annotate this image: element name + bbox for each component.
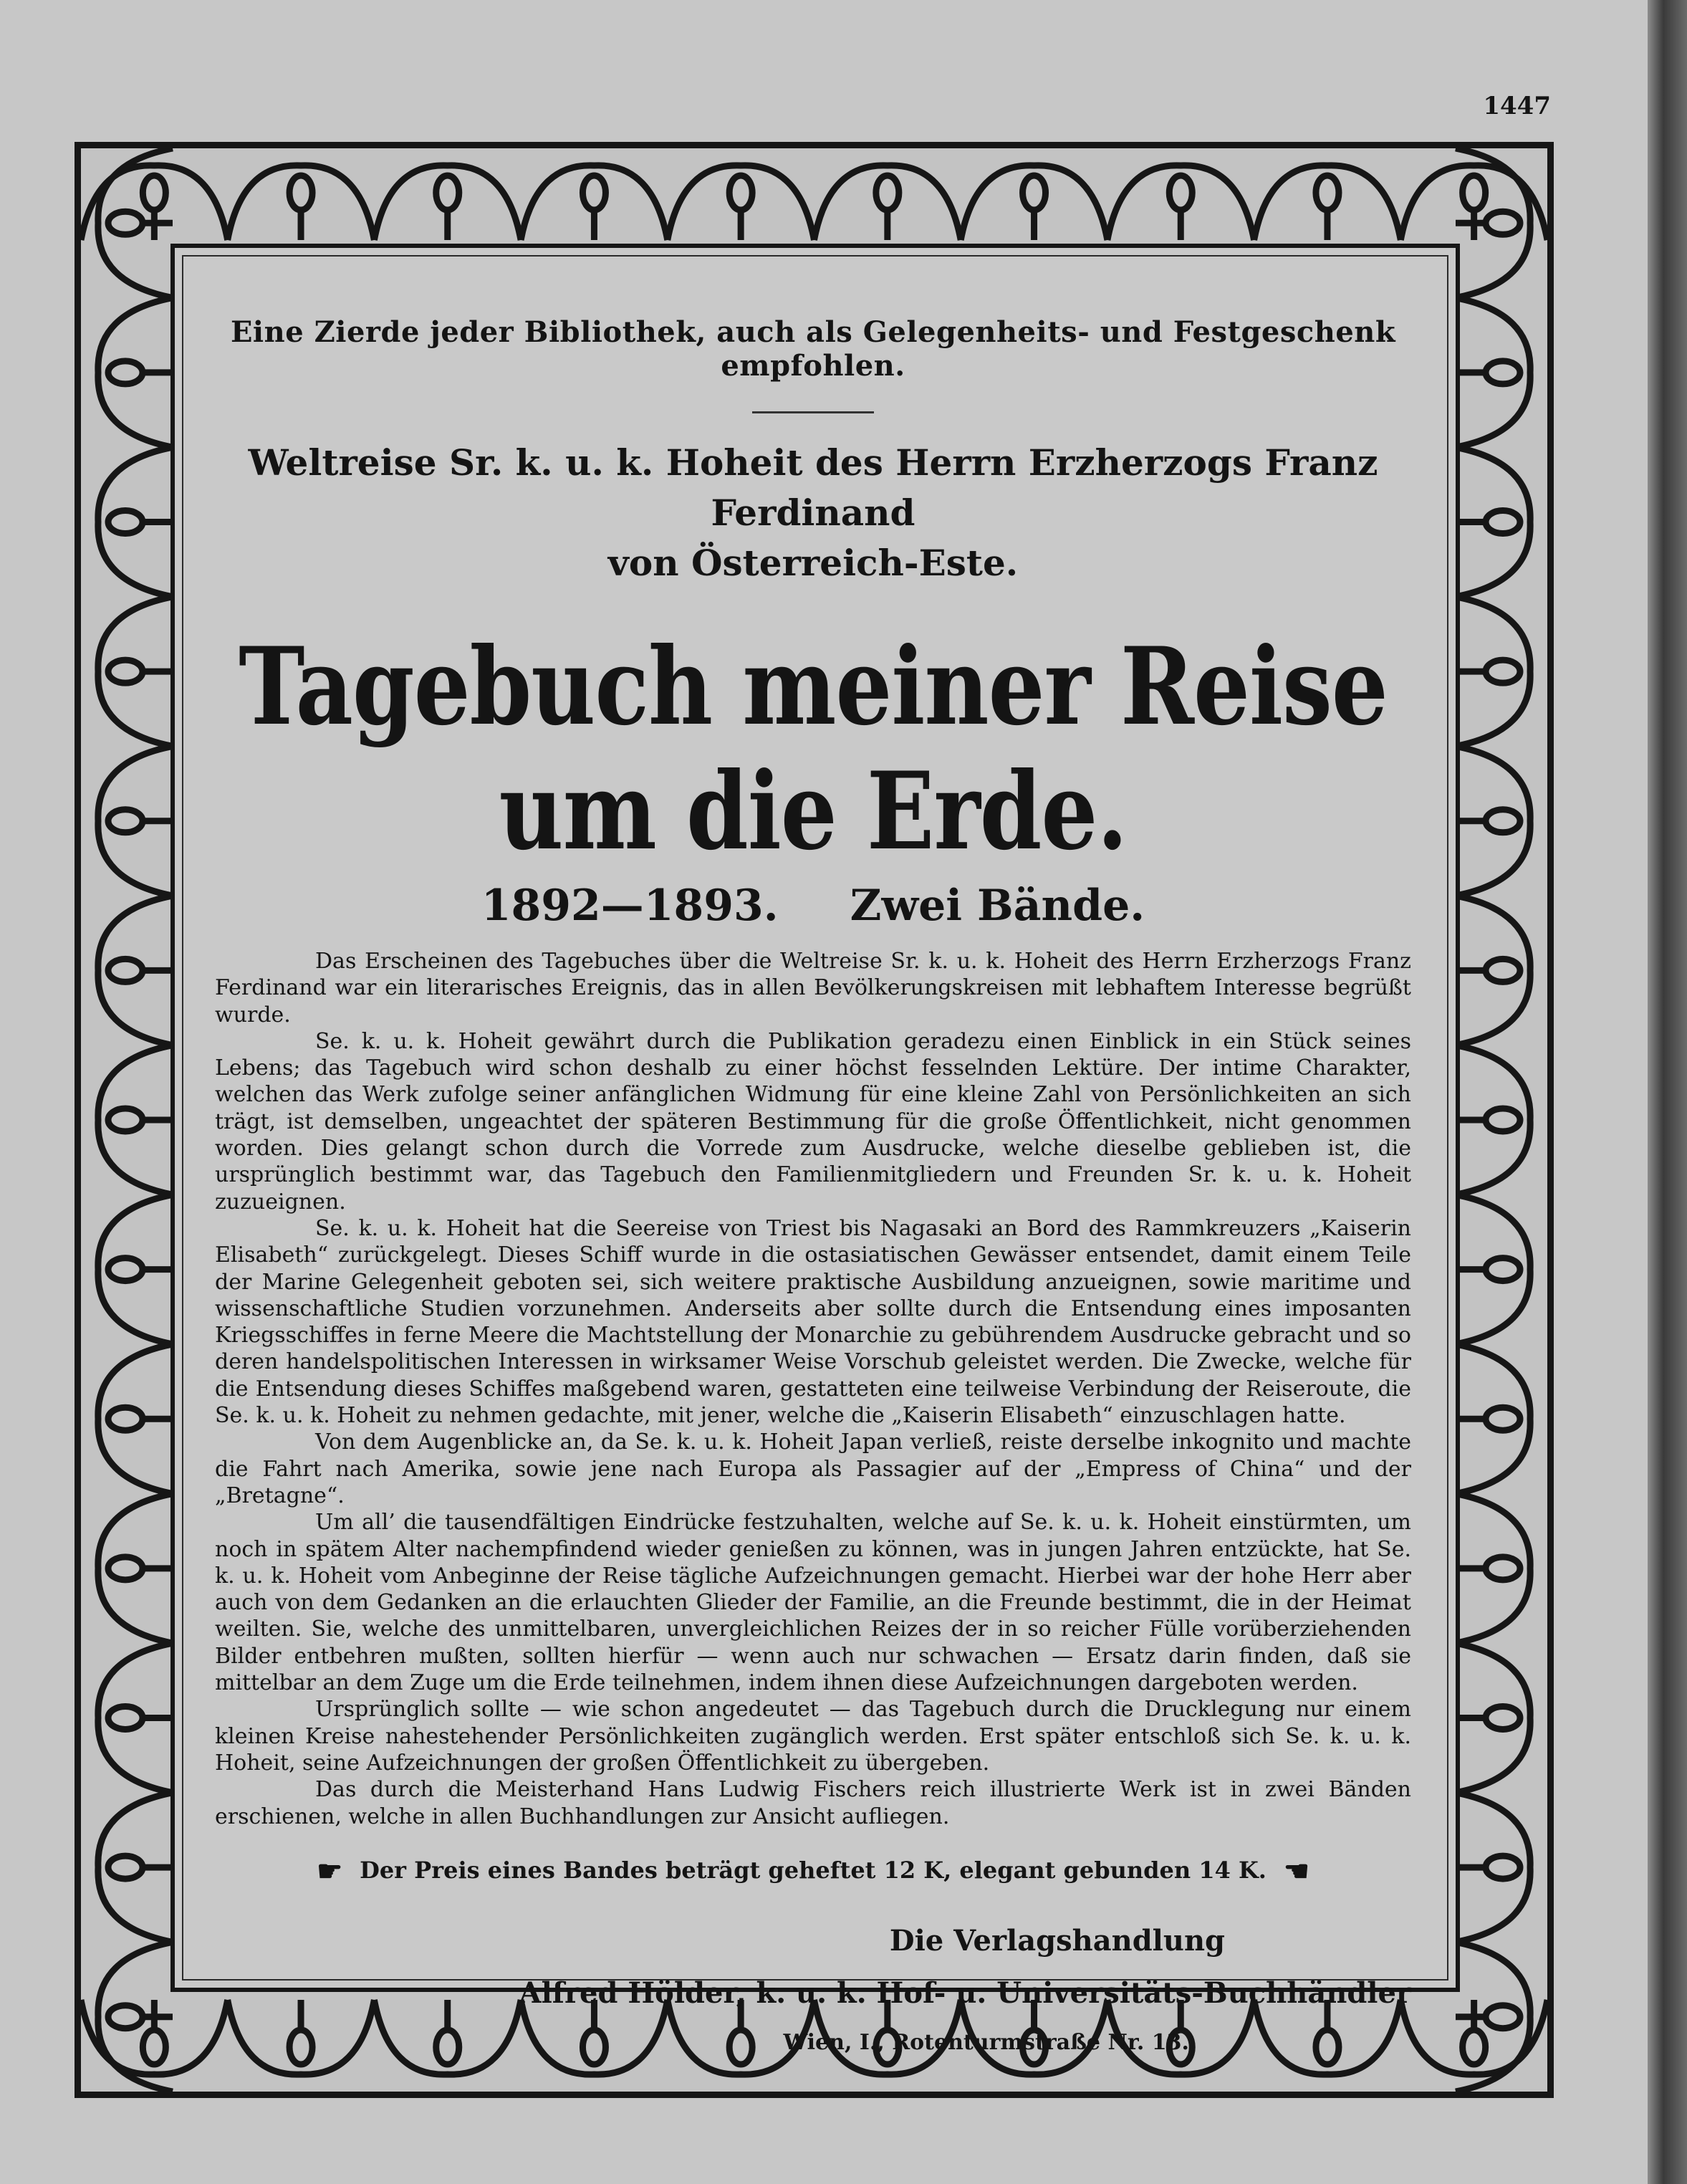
border-motif — [729, 176, 752, 210]
border-motif — [1463, 2030, 1486, 2064]
border-motif — [1486, 959, 1520, 982]
subtitle-line-1: Weltreise Sr. k. u. k. Hoheit des Herrn Erzherzogs Franz Ferdinand — [248, 441, 1378, 534]
border-motif — [1169, 176, 1192, 210]
price-line — [215, 1854, 1411, 1888]
border-motif — [1486, 810, 1520, 833]
border-motif — [436, 176, 459, 210]
paragraph: Se. k. u. k. Hoheit gewährt durch die Publikation geradezu einen Einblick in ein Stück seines Lebens; das Tagebuch wird schon deshalb zu einer höchst fesselnden Lektüre. Der intime Charakter, welchen das Werk zufolge seiner anfänglichen Widmung für eine kleine Zahl von Persönlichkeiten an sich trägt, ist demselben, ungeachtet der späteren Bestimmung für die große Öffentlichkeit, nicht genommen worden. Dies gelangt schon durch die Vorrede zum Ausdrucke, welche dieselbe geblieben ist, die ursprünglich bestimmt war, das Tagebuch den Familienmitgliedern und Freunden Sr. k. u. k. Hoheit zuzueignen. — [215, 1028, 1411, 1215]
price-text: Der Preis eines Bandes beträgt geheftet 12 K, elegant gebunden 14 K. — [360, 1856, 1267, 1884]
border-motif — [1463, 176, 1486, 210]
border-motif — [1486, 2006, 1520, 2029]
border-motif — [108, 511, 143, 534]
headline: Eine Zierde jeder Bibliothek, auch als Gelegenheits- und Festgeschenk empfohlen. — [230, 315, 1396, 383]
border-motif — [1486, 1258, 1520, 1281]
border-motif — [876, 176, 899, 210]
border-motif — [1486, 1706, 1520, 1729]
border-motif — [108, 2006, 143, 2029]
paragraph: Von dem Augenblicke an, da Se. k. u. k. Hoheit Japan verließ, reiste derselbe inkognito und machte die Fahrt nach Amerika, sowie jene nach Europa als Passagier auf der „Empress of China“ und der „Bretagne“. — [215, 1429, 1411, 1508]
border-motif — [143, 176, 165, 210]
border-motif — [1486, 1108, 1520, 1131]
border-motif — [1486, 1407, 1520, 1430]
advertisement-content — [215, 315, 1411, 2055]
body-text — [215, 948, 1411, 1830]
page-number: 1447 — [1483, 92, 1551, 120]
border-motif — [1486, 211, 1520, 234]
pointing-hand-right-icon: ☛ — [317, 1854, 343, 1888]
border-motif — [1486, 1557, 1520, 1580]
border-motif — [108, 1706, 143, 1729]
subtitle-line-2: von Österreich-Este. — [607, 542, 1019, 584]
border-motif — [143, 2030, 165, 2064]
border-motif — [108, 1108, 143, 1131]
border-motif — [108, 211, 143, 234]
edition-info — [215, 881, 1411, 931]
paragraph: Das Erscheinen des Tagebuches über die Weltreise Sr. k. u. k. Hoheit des Herrn Erzherzogs Franz Ferdinand war ein literarisches Ereignis, das in allen Bevölkerungskreisen mit lebhaftem Interesse begrüßt wurde. — [215, 949, 1411, 1028]
pointing-hand-left-icon: ☚ — [1283, 1854, 1309, 1888]
border-motif — [289, 176, 312, 210]
publisher-address: Wien, I., Rotenturmstraße Nr. 13. — [783, 2029, 1189, 2055]
border-motif — [582, 176, 605, 210]
paragraph: Das durch die Meisterhand Hans Ludwig Fischers reich illustrierte Werk ist in zwei Bänden erschienen, welche in allen Buchhandlungen zur Ansicht aufliegen. — [215, 1777, 1411, 1829]
publisher-heading: Die Verlagshandlung — [889, 1923, 1225, 1958]
border-motif — [108, 1258, 143, 1281]
border-motif — [1316, 176, 1339, 210]
page-edge — [1648, 0, 1687, 2184]
years: 1892—1893. — [481, 881, 779, 931]
divider — [752, 411, 874, 413]
publisher-name: Alfred Hölder, k. u. k. Hof- u. Universitäts-Buchhändler — [519, 1975, 1411, 2010]
border-motif — [1023, 176, 1046, 210]
border-motif — [108, 660, 143, 683]
border-motif — [108, 1856, 143, 1879]
border-motif — [108, 810, 143, 833]
paragraph: Ursprünglich sollte — wie schon angedeutet — das Tagebuch durch die Drucklegung nur einem kleinen Kreise nahestehender Persönlichkeiten zugänglich werden. Erst später entschloß sich Se. k. u. k. Hoheit, seine Aufzeichnungen der großen Öffentlichkeit zu übergeben. — [215, 1697, 1411, 1776]
book-title: Tagebuch meiner Reise um die Erde. — [239, 625, 1388, 874]
paragraph: Um all’ die tausendfältigen Eindrücke festzuhalten, welche auf Se. k. u. k. Hoheit einstürmten, um noch in spätem Alter nachempfindend wieder genießen zu können, was in jungen Jahren entzückte, hat Se. k. u. k. Hoheit vom Anbeginne der Reise tägliche Aufzeichnungen gemacht. Hierbei war der hohe Herr aber auch von dem Gedanken an die erlauchten Glieder der Familie, an die Freunde bestimmt, die in der Heimat weilten. Sie, welche des unmittelbaren, unvergleichlichen Reizes der in so reicher Fülle vorüberziehenden Bilder entbehren mußten, sollten hierfür — wenn auch nur schwachen — Ersatz darin finden, daß sie mittelbar an dem Zuge um die Erde teilnehmen, indem ihnen diese Aufzeichnungen dargeboten werden. — [215, 1510, 1411, 1696]
border-motif — [108, 1557, 143, 1580]
border-motif — [108, 1407, 143, 1430]
border-motif — [1486, 511, 1520, 534]
volumes: Zwei Bände. — [850, 881, 1145, 931]
border-motif — [1486, 1856, 1520, 1879]
paragraph: Se. k. u. k. Hoheit hat die Seereise von Triest bis Nagasaki an Bord des Rammkreuzers „Kaiserin Elisabeth“ zurückgelegt. Dieses Schiff wurde in die ostasiatischen Gewässer entsendet, damit einem Teile der Marine Gelegenheit geboten sei, sich weitere praktische Ausbildung anzueignen, sowie maritime und wissenschaftliche Studien vorzunehmen. Anderseits aber sollte durch die Entsendung eines imposanten Kriegsschiffes in ferne Meere die Machtstellung der Monarchie zu gebührendem Ausdrucke gebracht und so deren handelspolitischen Interessen in wirksamer Weise Vorschub geleistet werden. Die Zwecke, welche für die Entsendung dieses Schiffes maßgebend waren, gestatteten eine teilweise Verbindung der Reiseroute, die Se. k. u. k. Hoheit zu nehmen gedachte, mit jener, welche die „Kaiserin Elisabeth“ einzuschlagen hatte. — [215, 1215, 1411, 1429]
border-motif — [108, 959, 143, 982]
border-motif — [1486, 361, 1520, 384]
border-motif — [108, 361, 143, 384]
border-motif — [1486, 660, 1520, 683]
